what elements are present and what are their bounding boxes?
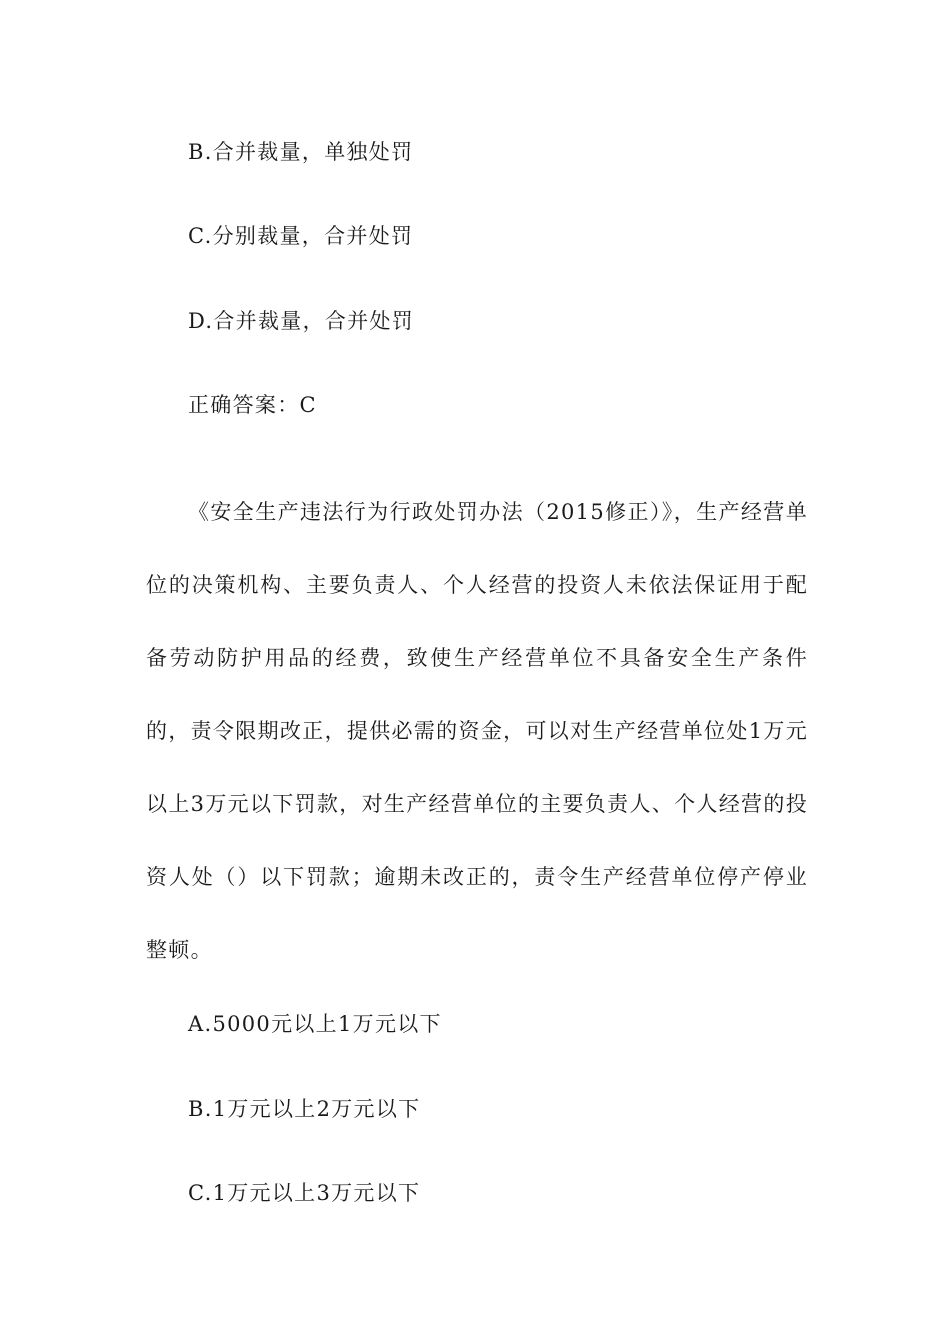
q2-option-c: C.1万元以上3万元以下 [188,1181,421,1205]
q2-option-a: A.5000元以上1万元以下 [188,1012,442,1036]
q2-stem: 《安全生产违法行为行政处罚办法（2015修正）》，生产经营单位的决策机构、主要负责人、个人经营的投资人未依法保证用于配备劳动防护用品的经费，致使生产经营单位不具备安全生产条件的，责令限期改正，提供必需的资金，可以对生产经营单位处1万元以上3万元以下罚款，对生产经营单位的主要负责人、个人经营的投资人处（）以下罚款；逾期未改正的，责令生产经营单位停产停业整顿。 [146,500,808,962]
q1-answer: 正确答案：C [188,393,317,417]
q1-option-b: B.合并裁量，单独处罚 [188,140,414,164]
q2-option-b: B.1万元以上2万元以下 [188,1097,421,1121]
q1-option-c: C.分别裁量，合并处罚 [188,224,414,248]
q1-option-d: D.合并裁量，合并处罚 [188,309,415,333]
